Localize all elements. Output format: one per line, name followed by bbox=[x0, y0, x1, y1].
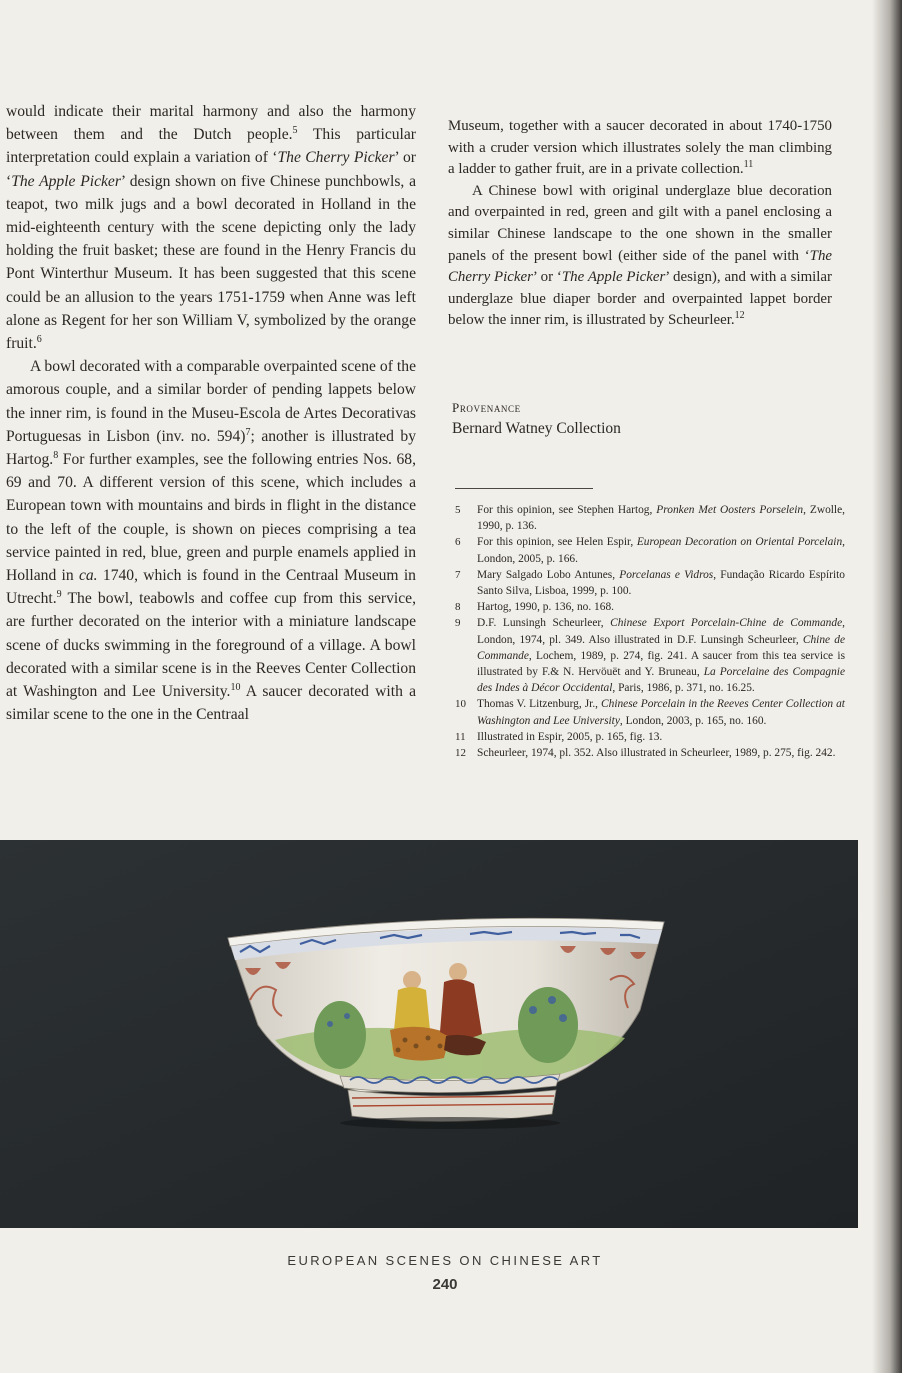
provenance-value: Bernard Watney Collection bbox=[452, 420, 621, 437]
right-paragraph-1: Museum, together with a saucer decorated in about 1740-1750 with a cruder version which illustrates solely the man climbing a ladder to gather fruit, are in a private collection.$^{11}$ bbox=[448, 118, 832, 178]
footnote: 6 For this opinion, see Helen Espir, European Decoration on Oriental Porcelain, London, 2005, p. 166. bbox=[455, 536, 845, 565]
left-text-column bbox=[6, 100, 416, 726]
footnote: 12 Scheurleer, 1974, pl. 352. Also illustrated in Scheurleer, 1989, p. 275, fig. 242. bbox=[455, 747, 836, 760]
left-paragraph-1: would indicate their marital harmony and also the harmony between them and the Dutch people.$^5$ This particular interpretation could explain a variation of ‘The Cherry Picker’ or ‘The Apple Picker’ design shown on five Chinese punchbowls, a teapot, two milk jugs and a bowl decorated in Holland in the mid-eighteenth century with the scene depicting only the lady holding the fruit basket; these are found in the Henry Francis du Pont Winterthur Museum. It has been suggested that this scene could be an allusion to the years 1751-1759 when Anne was left alone as Regent for her son William V, symbolized by the orange fruit.$^6$ bbox=[6, 103, 416, 353]
right-paragraph-2: A Chinese bowl with original underglaze blue decoration and overpainted in red, green and gilt with a panel enclosing a similar Chinese landscape to the one shown in the smaller panels of the present bowl (either side of the panel with ‘The Cherry Picker’ or ‘The Apple Picker’ design), and with a similar underglaze blue diaper border and overpainted lappet border below the inner rim, is illustrated by Scheurleer.$^{12}$ bbox=[448, 182, 833, 329]
left-paragraph-2: A bowl decorated with a comparable overpainted scene of the amorous couple, and a similar border of pending lappets below the inner rim, is found in the Museu-Escola de Artes Decorativas Portuguesas in Lisbon (inv. no. 594)$^7$; another is illustrated by Hartog.$^8$ For further examples, see the following entries Nos. 68, 69 and 70. A different version of this scene, which includes a European town with mountains and birds in flight in the distance to the left of the couple, is shown on pieces comprising a tea service painted in red, blue, green and purple enamels applied in Holland in ca. 1740, which is found in the Centraal Museum in Utrecht.$^9$ The bowl, teabowls and coffee cup from this service, are further decorated on the interior with a miniature landscape scene of ducks swimming in the foreground of a village. A bowl decorated with a similar scene is in the Reeves Center Collection at Washington and Lee University.$^{10}$ A saucer decorated with a similar scene to the one in the Centraal bbox=[6, 358, 416, 724]
footnote-rule bbox=[455, 488, 593, 489]
footnote: 5 For this opinion, see Stephen Hartog, Pronken Met Oosters Porselein, Zwolle, 1990, p. 136. bbox=[455, 504, 845, 533]
bowl-illustration bbox=[0, 840, 858, 1228]
footnote: 7 Mary Salgado Lobo Antunes, Porcelanas e Vidros, Fundação Ricardo Espírito Santo Silva, Lisboa, 1999, p. 100. bbox=[455, 568, 845, 598]
footnote: 10 Thomas V. Litzenburg, Jr., Chinese Porcelain in the Reeves Center Collection at Washington and Lee University, London, 2003, p. 165, no. 160. bbox=[455, 698, 845, 727]
right-text-column bbox=[448, 116, 832, 332]
section-title: EUROPEAN SCENES ON CHINESE ART bbox=[287, 1253, 603, 1268]
footnote: 11 Illustrated in Espir, 2005, p. 165, fig. 13. bbox=[455, 730, 663, 743]
footnotes-list bbox=[455, 502, 845, 761]
footnote: 8 Hartog, 1990, p. 136, no. 168. bbox=[455, 601, 614, 614]
footnote: 9 D.F. Lunsingh Scheurleer, Chinese Export Porcelain-Chine de Commande, London, 1974, pl. 349. Also illustrated in D.F. Lunsingh Scheurleer, Chine de Commande, Lochem, 1989, p. 274, fig. 241. A saucer from this tea service is illustrated by F.& N. Hervöuët and Y. Bruneau, La Porcelaine des Compagnie des Indes à Décor Occidental, Paris, 1986, p. 371, no. 16.25. bbox=[455, 617, 846, 695]
bowl-photograph bbox=[0, 840, 858, 1228]
provenance-label: Provenance bbox=[452, 400, 521, 415]
provenance-block bbox=[452, 400, 832, 438]
page-edge-shadow bbox=[872, 0, 902, 1373]
page-number: 240 bbox=[432, 1276, 458, 1293]
